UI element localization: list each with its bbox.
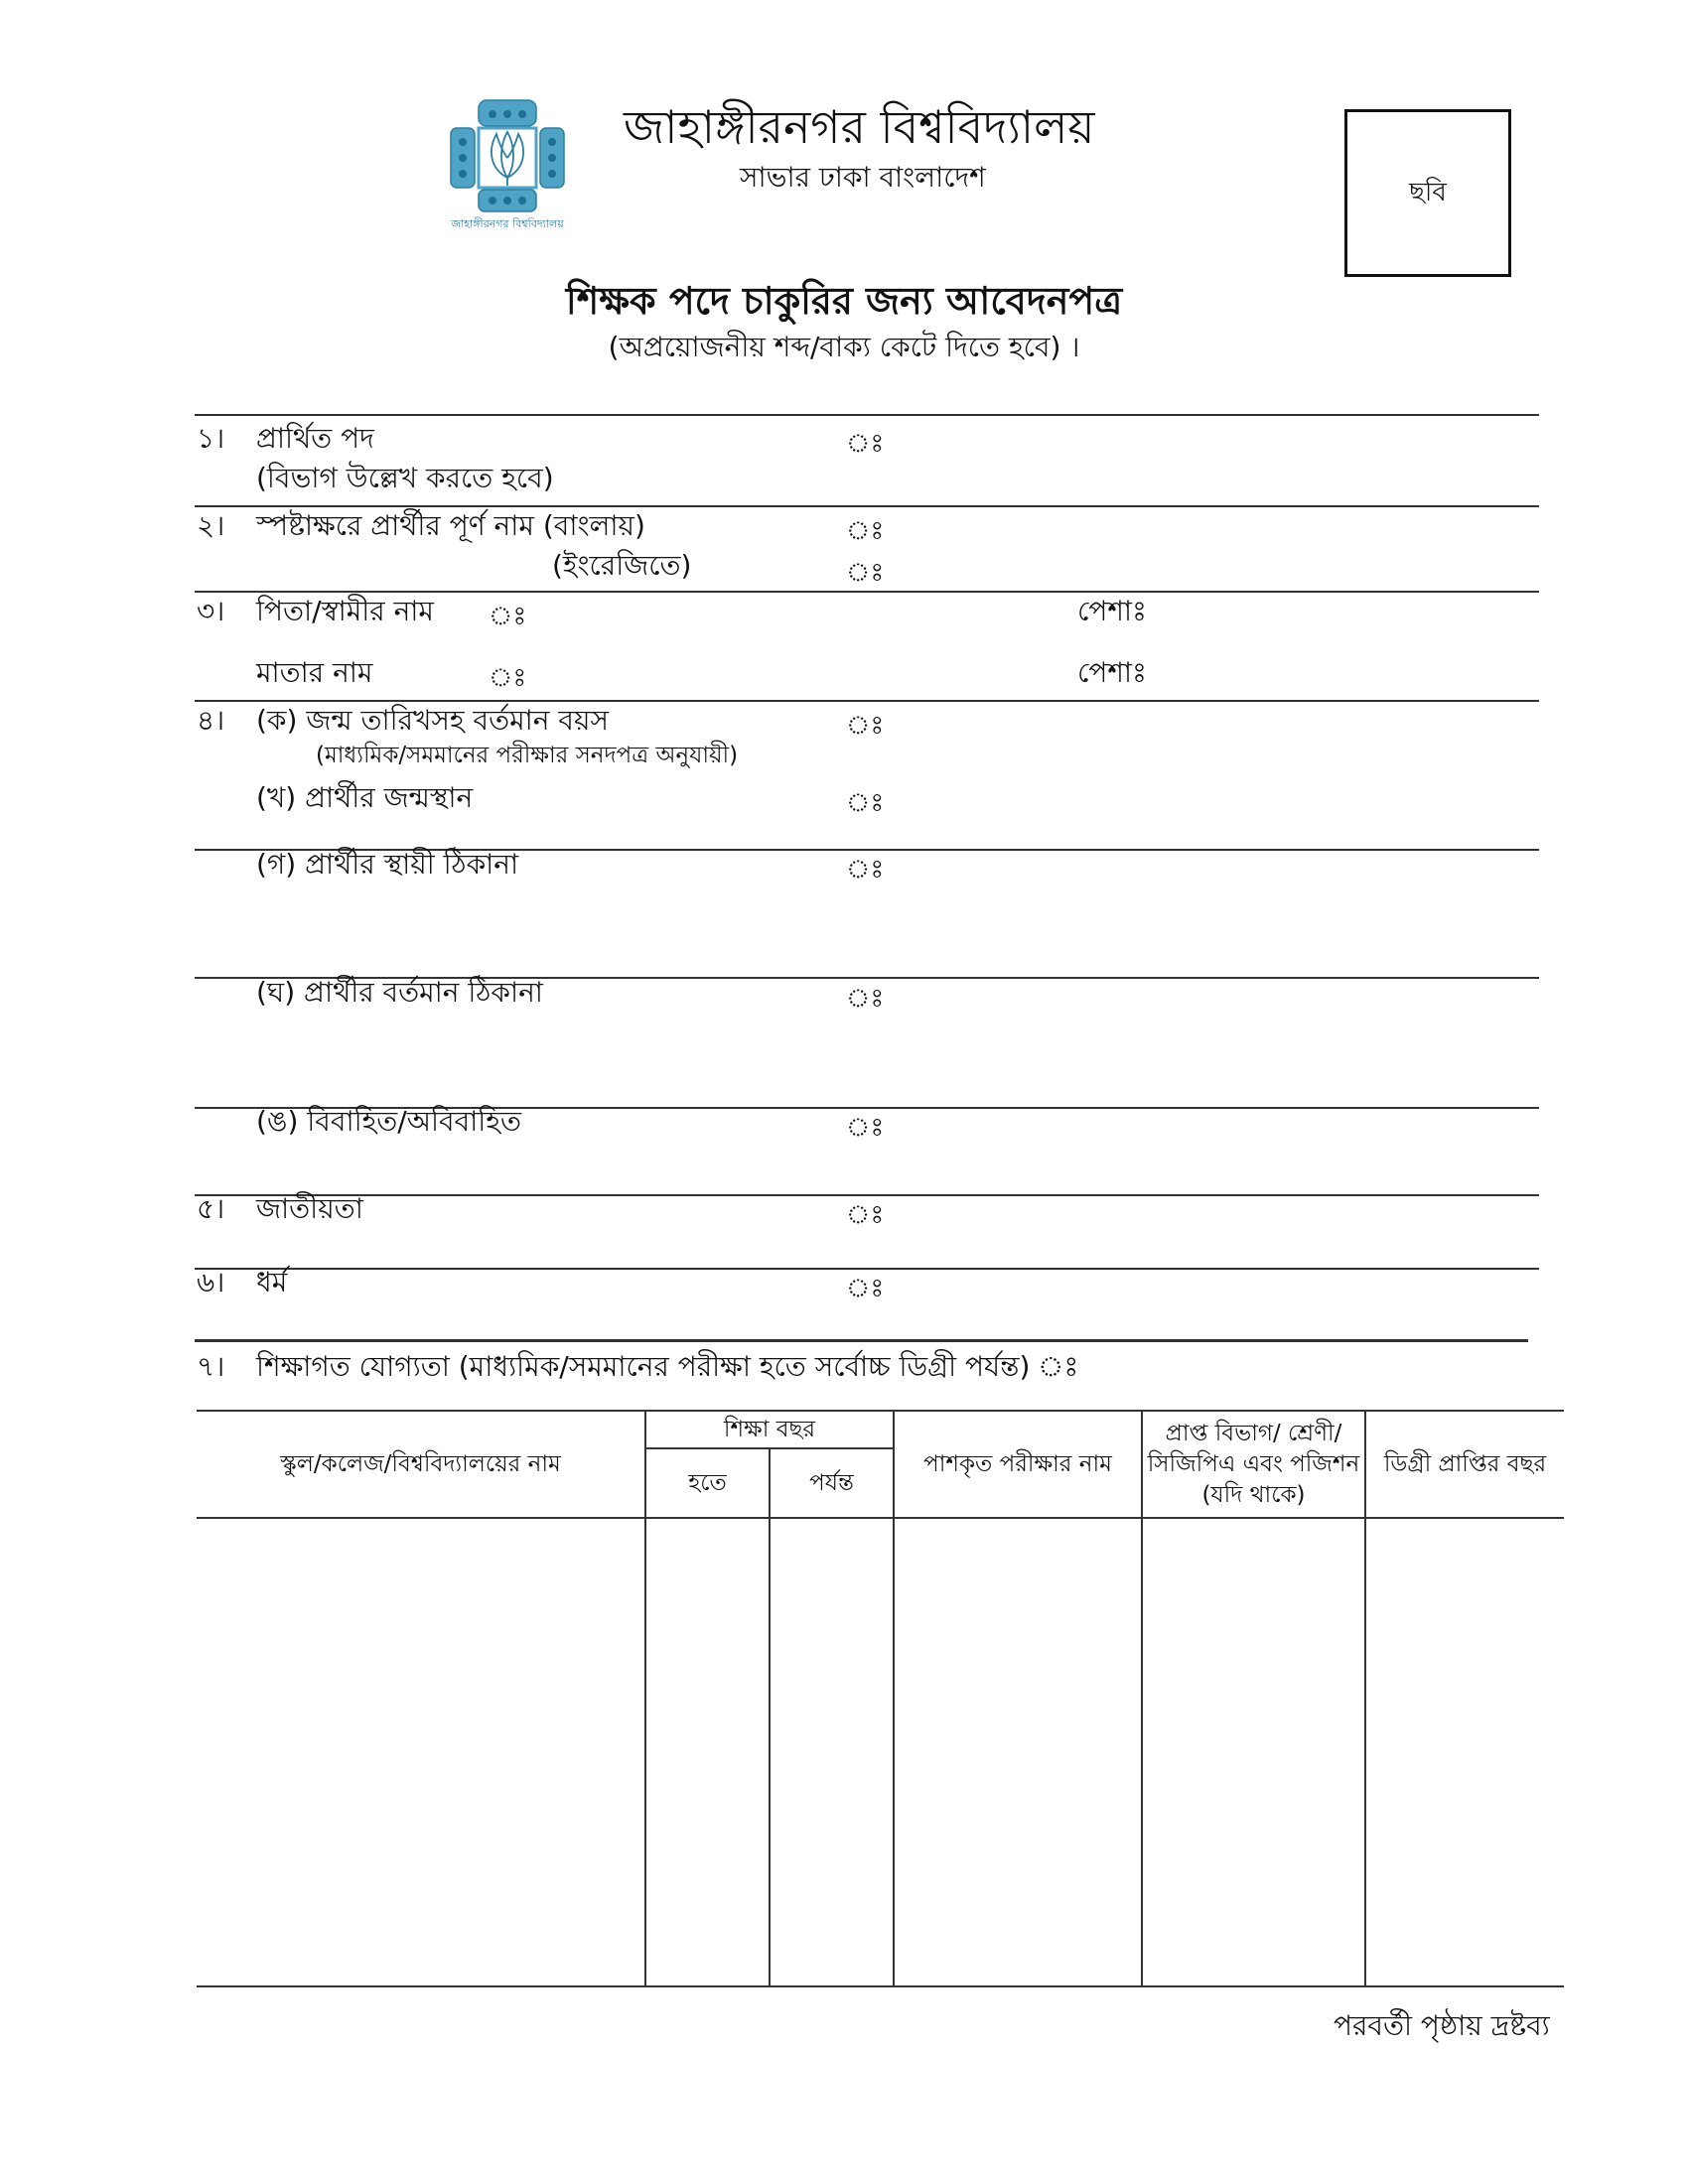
photo-box-label: ছবি <box>1409 177 1447 207</box>
continued-next-page-note: পরবর্তী পৃষ্ঠায় দ্রষ্টব্য <box>1334 2009 1550 2042</box>
university-address: সাভার ঢাকা বাংলাদেশ <box>740 161 986 194</box>
divider <box>195 505 1539 507</box>
field-colon: ঃ <box>846 558 885 588</box>
name-english-input[interactable] <box>874 548 1529 586</box>
university-name: জাহাঙ্গীরনগর বিশ্ববিদ্যালয় <box>624 100 1095 154</box>
field-colon: ঃ <box>846 855 885 885</box>
name-bangla-input[interactable] <box>874 508 1529 546</box>
mother-occupation-input[interactable] <box>1162 655 1529 695</box>
field-colon: ঃ <box>846 984 885 1014</box>
field-label-birthplace: (খ) প্রার্থীর জন্মস্থান <box>256 781 474 814</box>
father-occupation-label: পেশাঃ <box>1077 595 1147 627</box>
birthdate-age-input[interactable] <box>874 703 1529 762</box>
photo-box[interactable] <box>1344 109 1511 277</box>
field-number: ৪। <box>197 704 225 737</box>
header-from: হতে <box>645 1448 770 1518</box>
to-year-cell[interactable] <box>770 1518 894 1986</box>
mother-name-input[interactable] <box>516 655 1062 695</box>
field-number: ৭। <box>197 1350 225 1383</box>
university-crest-icon <box>449 98 566 235</box>
father-occupation-input[interactable] <box>1162 594 1529 633</box>
field-colon: ঃ <box>846 788 885 818</box>
field-number: ১। <box>197 422 225 455</box>
marital-status-input[interactable] <box>874 1112 1529 1189</box>
result-cell[interactable] <box>1142 1518 1365 1986</box>
field-colon: ঃ <box>489 663 527 693</box>
header-institution: স্কুল/কলেজ/বিশ্ববিদ্যালয়ের নাম <box>197 1411 645 1518</box>
field-number: ৩। <box>197 595 225 627</box>
field-label-education: শিক্ষাগত যোগ্যতা (মাধ্যমিক/সমমানের পরীক্ষা হতে সর্বোচ্চ ডিগ্রী পর্যন্ত) ঃ <box>256 1350 1079 1383</box>
birthplace-input[interactable] <box>874 778 1529 838</box>
field-sublabel-department: (বিভাগ উল্লেখ করতে হবে) <box>256 462 554 494</box>
field-label-religion: ধর্ম <box>256 1266 288 1298</box>
field-number: ৬। <box>197 1266 225 1298</box>
present-address-input[interactable] <box>874 983 1529 1100</box>
table-header-row <box>197 1411 1564 1448</box>
form-subtitle: (অপ্রয়োজনীয় শব্দ/বাক্য কেটে দিতে হবে) । <box>608 331 1080 363</box>
field-colon: ঃ <box>846 1200 885 1230</box>
exam-name-cell[interactable] <box>894 1518 1142 1986</box>
field-colon: ঃ <box>846 429 885 459</box>
field-sublabel-name-english: (ইংরেজিতে) <box>552 549 692 582</box>
field-colon: ঃ <box>846 711 885 741</box>
svg-text:জাহাঙ্গীরনগর বিশ্ববিদ্যালয়: জাহাঙ্গীরনগর বিশ্ববিদ্যালয় <box>451 217 564 230</box>
field-label-name-bangla: স্পষ্টাক্ষরে প্রার্থীর পূর্ণ নাম (বাংলায়) <box>256 509 645 542</box>
field-number: ২। <box>197 509 225 542</box>
divider <box>195 1339 1528 1342</box>
field-label-father-name: পিতা/স্বামীর নাম <box>256 595 434 627</box>
divider <box>195 414 1539 416</box>
education-table <box>197 1410 1564 1987</box>
father-name-input[interactable] <box>516 594 1062 633</box>
field-label-post: প্রার্থিত পদ <box>256 422 374 455</box>
field-colon: ঃ <box>489 602 527 631</box>
field-label-permanent-address: (গ) প্রার্থীর স্থায়ী ঠিকানা <box>256 848 519 881</box>
institution-cell[interactable] <box>197 1518 645 1986</box>
field-colon: ঃ <box>846 1113 885 1143</box>
field-label-present-address: (ঘ) প্রার্থীর বর্তমান ঠিকানা <box>256 976 543 1009</box>
field-label-mother-name: মাতার নাম <box>256 656 373 689</box>
field-colon: ঃ <box>846 516 885 546</box>
header-exam-name: পাশকৃত পরীক্ষার নাম <box>894 1411 1142 1518</box>
header-to: পর্যন্ত <box>770 1448 894 1518</box>
degree-year-cell[interactable] <box>1365 1518 1564 1986</box>
field-label-age: (ক) জন্ম তারিখসহ বর্তমান বয়স <box>256 704 609 737</box>
form-title: শিক্ষক পদে চাকুরির জন্য আবেদনপত্র <box>565 279 1123 323</box>
field-colon: ঃ <box>846 1274 885 1303</box>
from-year-cell[interactable] <box>645 1518 770 1986</box>
field-sublabel-certificate: (মাধ্যমিক/সমমানের পরীক্ষার সনদপত্র অনুযায়ী) <box>316 743 739 768</box>
table-row <box>197 1518 1564 1986</box>
header-academic-years: শিক্ষা বছর <box>645 1411 894 1448</box>
header-result: প্রাপ্ত বিভাগ/ শ্রেণী/ সিজিপিএ এবং পজিশন (যদি থাকে) <box>1142 1411 1365 1518</box>
nationality-input[interactable] <box>874 1199 1529 1263</box>
mother-occupation-label: পেশাঃ <box>1077 656 1147 689</box>
permanent-address-input[interactable] <box>874 854 1529 971</box>
religion-input[interactable] <box>874 1273 1529 1334</box>
field-number: ৫। <box>197 1192 225 1225</box>
header-degree-year: ডিগ্রী প্রাপ্তির বছর <box>1365 1411 1564 1518</box>
post-input[interactable] <box>874 419 1529 498</box>
field-label-marital-status: (ঙ) বিবাহিত/অবিবাহিত <box>256 1105 522 1138</box>
divider <box>195 700 1539 702</box>
field-label-nationality: জাতীয়তা <box>256 1192 363 1225</box>
